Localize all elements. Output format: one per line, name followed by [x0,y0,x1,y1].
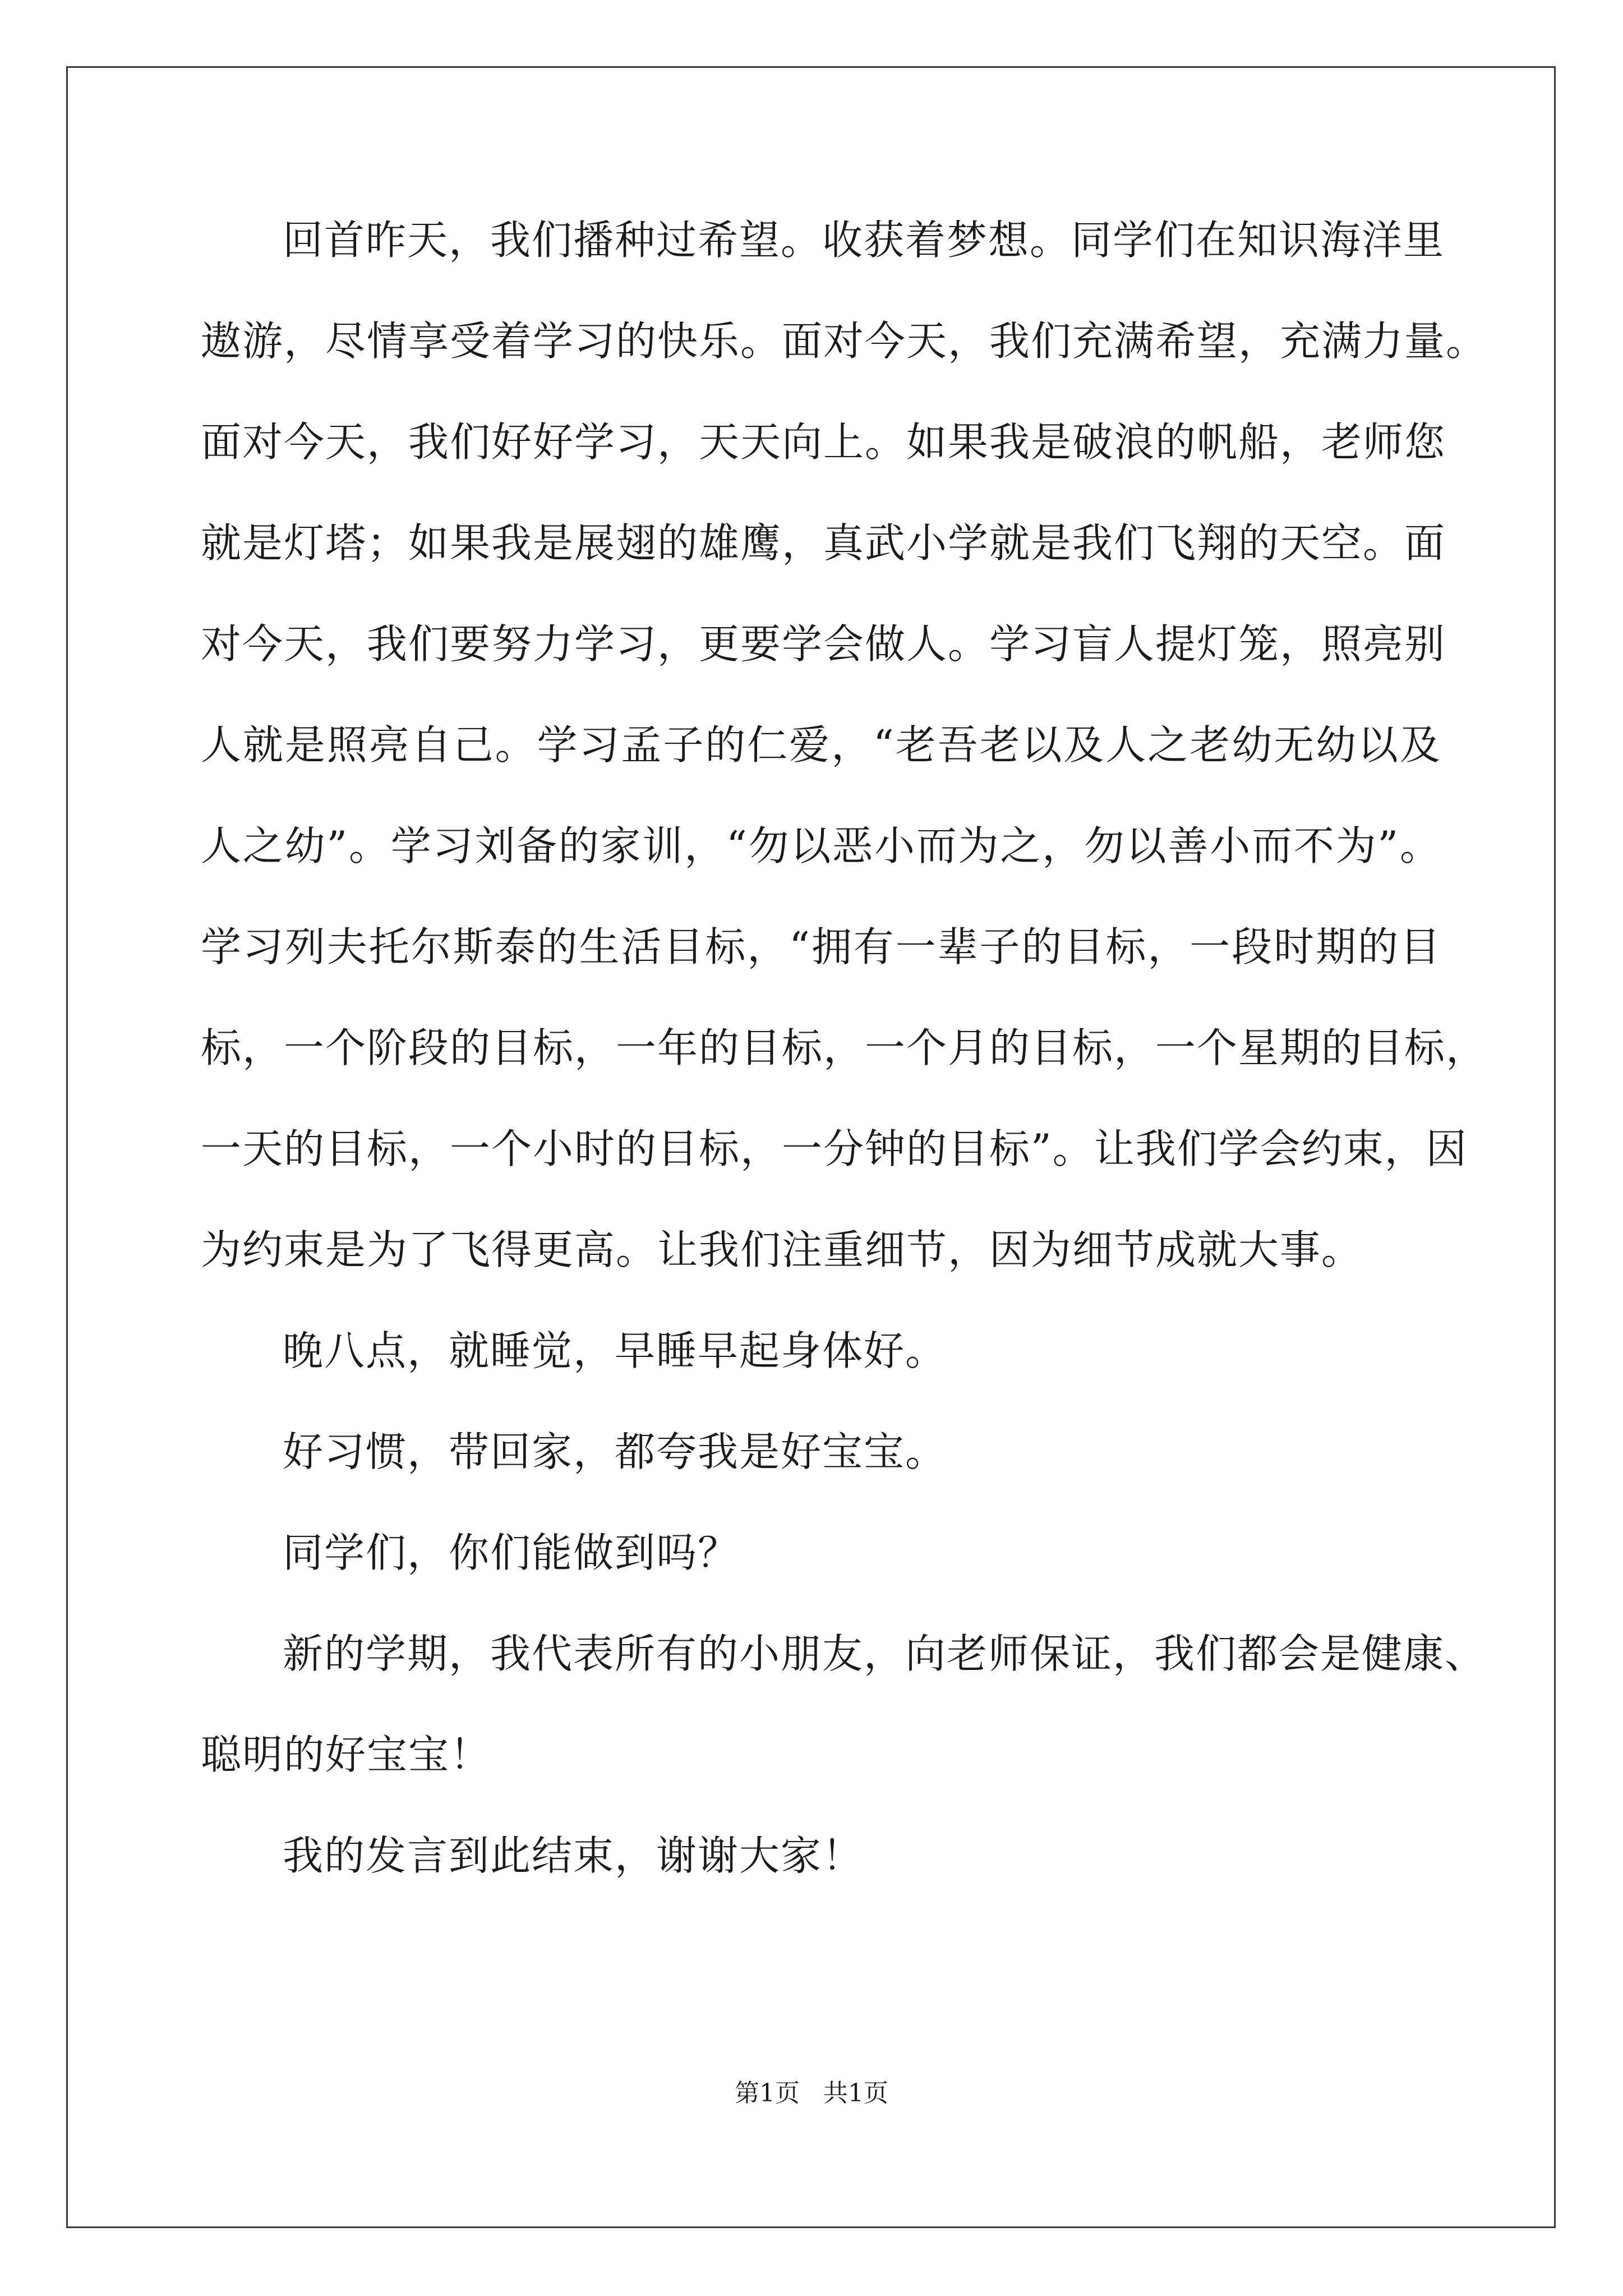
paragraph-3: 好习惯，带回家，都夸我是好宝宝。 [283,1428,947,1475]
paragraph-5-line-2: 聪明的好宝宝！ [201,1731,492,1778]
paragraph-1-line-8: 学习列夫托尔斯泰的生活目标，“拥有一辈子的目标，一段时期的目 [201,923,1441,970]
paragraph-1-line-10: 一天的目标，一个小时的目标，一分钟的目标”。让我们学会约束，因 [201,1125,1468,1172]
paragraph-4: 同学们，你们能做到吗？ [283,1529,740,1576]
paragraph-2: 晚八点，就睡觉，早睡早起身体好。 [283,1327,947,1374]
paragraph-6: 我的发言到此结束，谢谢大家！ [283,1832,864,1879]
paragraph-1-line-6: 人就是照亮自己。学习孟子的仁爱，“老吾老以及人之老幼无幼以及 [201,721,1441,769]
paragraph-1-line-9: 标，一个阶段的目标，一年的目标，一个月的目标，一个星期的目标， [201,1024,1488,1071]
paragraph-1-line-1: 回首昨天，我们播种过希望。收获着梦想。同学们在知识海洋里 [283,217,1445,264]
page-number: 第1页 共1页 [735,2079,888,2108]
paragraph-5-line-1: 新的学期，我代表所有的小朋友，向老师保证，我们都会是健康、 [283,1630,1487,1677]
paragraph-1-line-2: 遨游，尽情享受着学习的快乐。面对今天，我们充满希望，充满力量。 [201,318,1488,365]
paragraph-1-line-4: 就是灯塔；如果我是展翅的雄鹰，真武小学就是我们飞翔的天空。面 [201,519,1446,567]
paragraph-1-line-3: 面对今天，我们好好学习，天天向上。如果我是破浪的帆船，老师您 [201,418,1446,466]
paragraph-1-line-7: 人之幼”。学习刘备的家训，“勿以恶小而为之，勿以善小而不为”。 [201,822,1441,869]
paragraph-1-line-5: 对今天，我们要努力学习，更要学会做人。学习盲人提灯笼，照亮别 [201,620,1446,668]
paragraph-1-line-11: 为约束是为了飞得更高。让我们注重细节，因为细节成就大事。 [201,1226,1363,1273]
page-footer [0,2077,1623,2110]
